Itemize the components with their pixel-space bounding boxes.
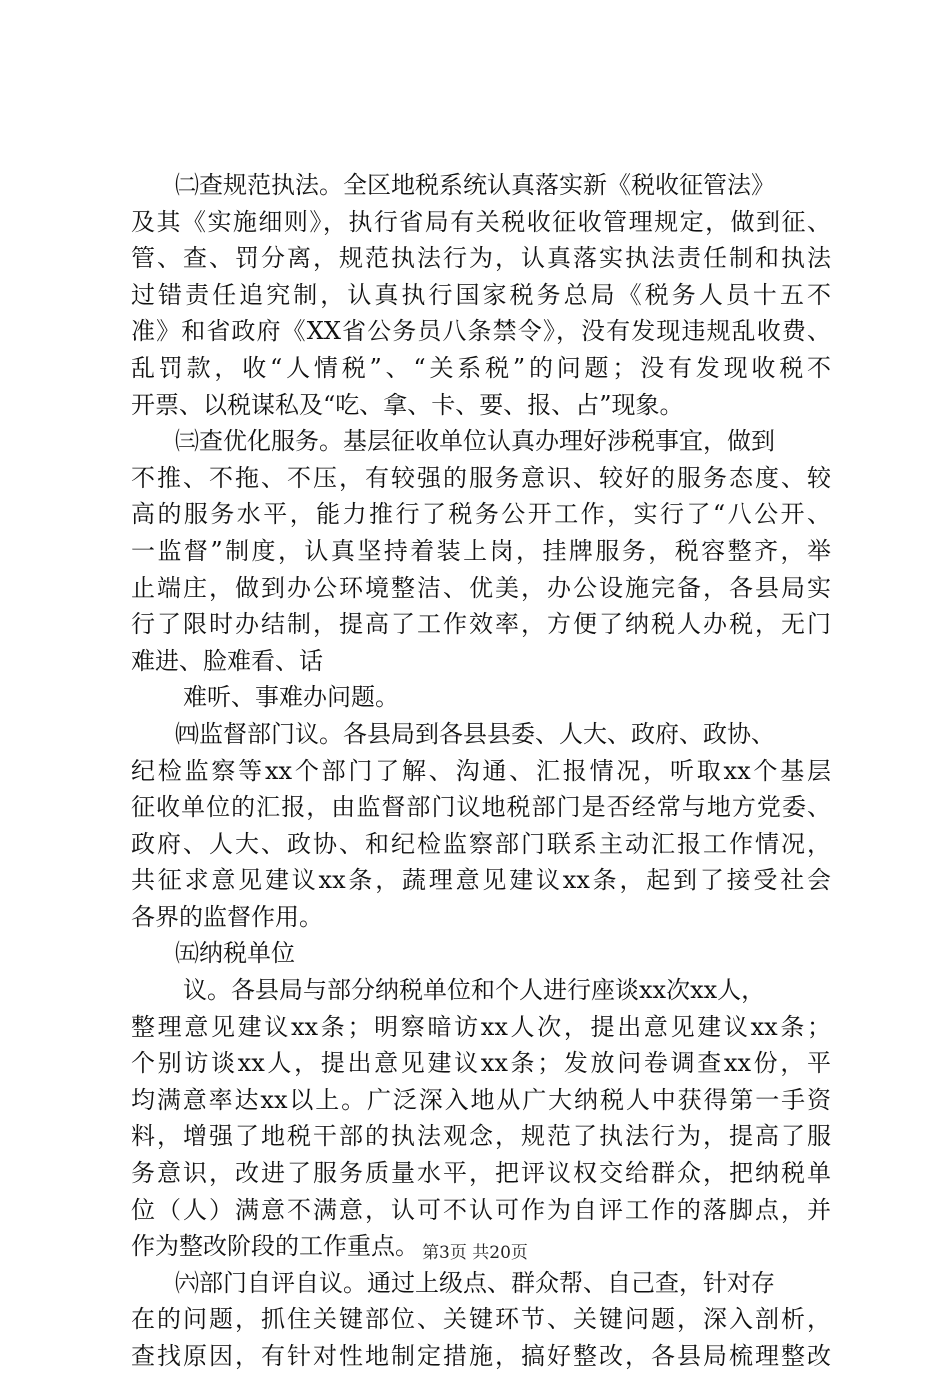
text-line: 开票、以税谋私及“吃、拿、卡、要、报、占”现象。 <box>131 390 684 419</box>
text-line: ㈣监督部门议。各县局到各县县委、人大、政府、政协、 <box>175 719 775 748</box>
text-line: ㈤纳税单位 <box>175 939 295 968</box>
text-line: 行了限时办结制，提高了工作效率，方便了纳税人办税，无门 <box>131 610 831 639</box>
text-line: 及其《实施细则》，执行省局有关税收征收管理规定，做到征、 <box>131 207 831 236</box>
page-number-footer: 第3页 共20页 <box>422 1243 528 1263</box>
text-line: 不推、不拖、不压，有较强的服务意识、较好的服务态度、较 <box>131 463 831 492</box>
text-line: 各界的监督作用。 <box>131 902 323 931</box>
text-line: 议。各县局与部分纳税单位和个人进行座谈xx次xx人， <box>183 976 766 1005</box>
document-body <box>131 167 831 1375</box>
text-line: 难听、事难办问题。 <box>183 683 399 712</box>
text-line: 征收单位的汇报，由监督部门议地税部门是否经常与地方党委、 <box>131 793 831 822</box>
text-line: 共征求意见建议xx条，蔬理意见建议xx条，起到了接受社会 <box>131 866 831 895</box>
text-line: ㈢查优化服务。基层征收单位认真办理好涉税事宜，做到 <box>175 427 775 456</box>
text-line: 准》和省政府《XX省公务员八条禁令》，没有发现违规乱收费、 <box>131 317 831 346</box>
text-line: 务意识，改进了服务质量水平，把评议权交给群众，把纳税单 <box>131 1159 831 1188</box>
text-line: ㈡查规范执法。全区地税系统认真落实新《税收征管法》 <box>175 171 775 199</box>
text-line: 高的服务水平，能力推行了税务公开工作，实行了“八公开、 <box>131 500 831 529</box>
text-line: 料，增强了地税干部的执法观念，规范了执法行为，提高了服 <box>131 1122 831 1151</box>
text-line: 止端庄，做到办公环境整洁、优美，办公设施完备，各县局实 <box>131 573 831 602</box>
text-line: 整理意见建议xx条；明察暗访xx人次，提出意见建议xx条； <box>131 1012 831 1041</box>
text-line: 管、查、罚分离，规范执法行为，认真落实执法责任制和执法 <box>131 244 831 273</box>
text-line: ㈥部门自评自议。通过上级点、群众帮、自己查，针对存 <box>175 1268 775 1297</box>
text-line: 政府、人大、政协、和纪检监察部门联系主动汇报工作情况， <box>131 829 831 858</box>
text-line: 难进、脸难看、话 <box>131 646 323 675</box>
text-line: 作为整改阶段的工作重点。 <box>131 1232 419 1261</box>
text-line: 位（人）满意不满意，认可不认可作为自评工作的落脚点，并 <box>131 1195 831 1224</box>
text-line: 乱罚款，收“人情税”、“关系税”的问题；没有发现收税不 <box>131 353 831 382</box>
text-line: 查找原因，有针对性地制定措施，搞好整改，各县局梳理整改 <box>131 1342 831 1370</box>
text-line: 个别访谈xx人，提出意见建议xx条；发放问卷调查xx份，平 <box>131 1049 831 1078</box>
text-line: 在的问题，抓住关键部位、关键环节、关键问题，深入剖析， <box>131 1305 831 1334</box>
text-line: 纪检监察等xx个部门了解、沟通、汇报情况，听取xx个基层 <box>131 756 831 785</box>
text-line: 均满意率达xx以上。广泛深入地从广大纳税人中获得第一手资 <box>131 1085 831 1114</box>
text-line: 一监督”制度，认真坚持着装上岗，挂牌服务，税容整齐，举 <box>131 536 831 565</box>
text-line: 过错责任追究制，认真执行国家税务总局《税务人员十五不 <box>131 280 831 309</box>
